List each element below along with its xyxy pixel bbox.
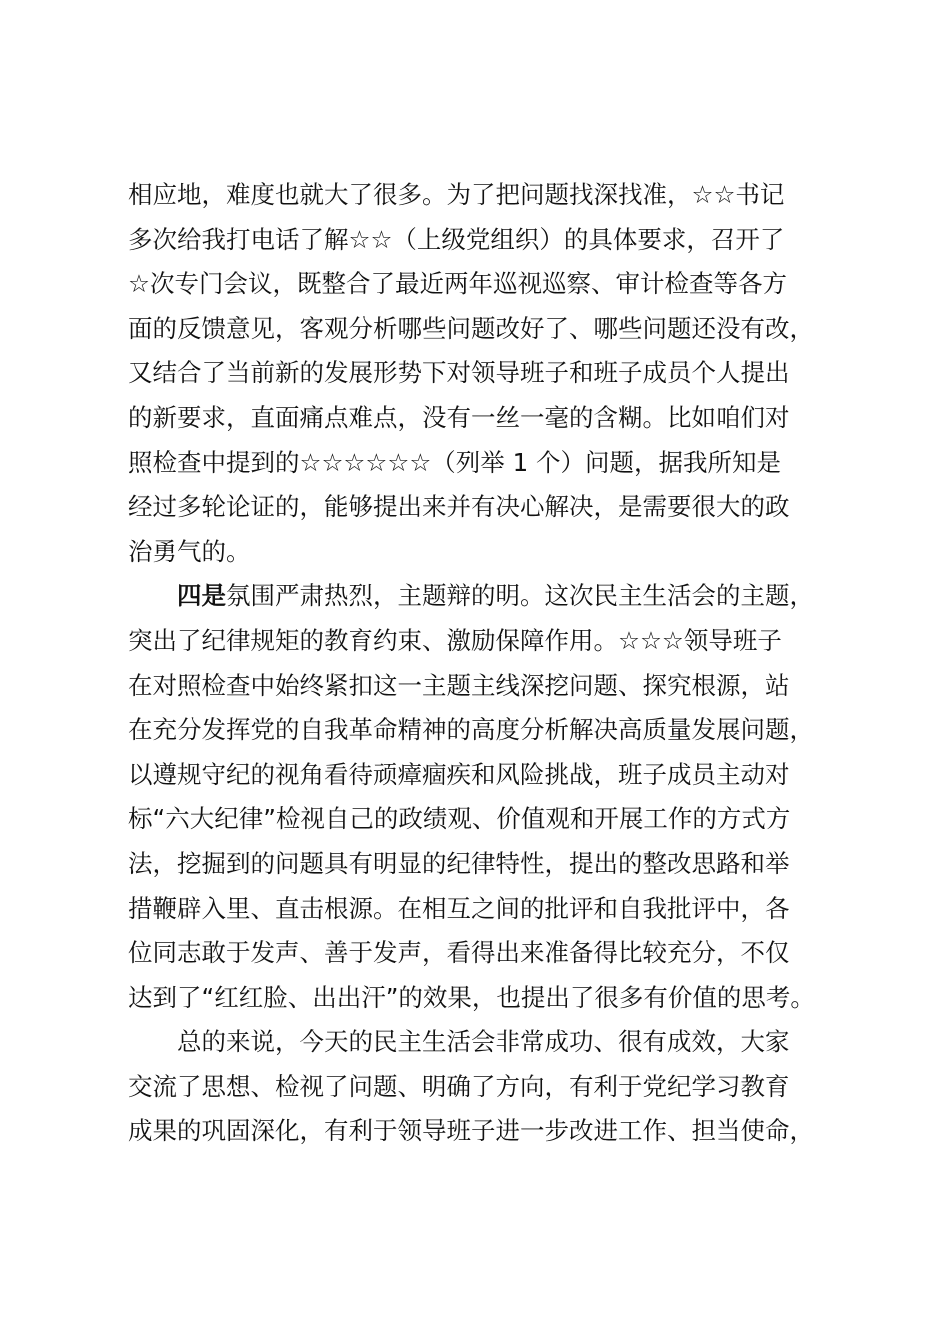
text-line: 位同志敢于发声、善于发声，看得出来准备得比较充分，不仅 <box>128 938 790 968</box>
text-line: 治勇气的。 <box>128 536 251 566</box>
text-line: 法，挖掘到的问题具有明显的纪律特性，提出的整改思路和举 <box>128 848 790 878</box>
text-line: 相应地，难度也就大了很多。为了把问题找深找准，☆☆书记 <box>128 180 785 209</box>
text-line: 照检查中提到的☆☆☆☆☆☆（列举 1 个）问题，据我所知是 <box>128 447 781 477</box>
text-line: 措鞭辟入里、直击根源。在相互之间的批评和自我批评中，各 <box>128 893 790 923</box>
paragraph-text: 氛围严肃热烈，主题辩的明。这次民主生活会的主题， <box>226 581 814 611</box>
text-line: 突出了纪律规矩的教育约束、激励保障作用。☆☆☆领导班子 <box>128 625 782 655</box>
paragraph-lead: 四是 <box>177 581 226 611</box>
paragraph-first-line <box>128 574 868 619</box>
text-line: ☆次专门会议，既整合了最近两年巡视巡察、审计检查等各方 <box>128 269 787 299</box>
text-line: 标“六大纪律”检视自己的政绩观、价值观和开展工作的方式方 <box>128 804 791 834</box>
text-line: 经过多轮论证的，能够提出来并有决心解决，是需要很大的政 <box>128 492 790 522</box>
text-line: 在充分发挥党的自我革命精神的高度分析解决高质量发展问题， <box>128 715 814 745</box>
text-line: 以遵规守纪的视角看待顽瘴痼疾和风险挑战，班子成员主动对 <box>128 759 790 789</box>
text-line: 面的反馈意见，客观分析哪些问题改好了、哪些问题还没有改， <box>128 313 814 343</box>
text-line: 在对照检查中始终紧扣这一主题主线深挖问题、探究根源，站 <box>128 670 790 700</box>
paragraph-first-line: 总的来说，今天的民主生活会非常成功、很有成效，大家 <box>177 1027 790 1057</box>
text-line: 的新要求，直面痛点难点，没有一丝一毫的含糊。比如咱们对 <box>128 402 790 432</box>
text-line: 交流了思想、检视了问题、明确了方向，有利于党纪学习教育 <box>128 1071 790 1101</box>
text-line: 成果的巩固深化，有利于领导班子进一步改进工作、担当使命， <box>128 1116 814 1146</box>
document-body <box>128 173 868 1154</box>
text-line: 多次给我打电话了解☆☆（上级党组织）的具体要求，召开了 <box>128 224 785 254</box>
text-line: 达到了“红红脸、出出汗”的效果，也提出了很多有价值的思考。 <box>128 982 815 1012</box>
text-line: 又结合了当前新的发展形势下对领导班子和班子成员个人提出 <box>128 358 790 388</box>
